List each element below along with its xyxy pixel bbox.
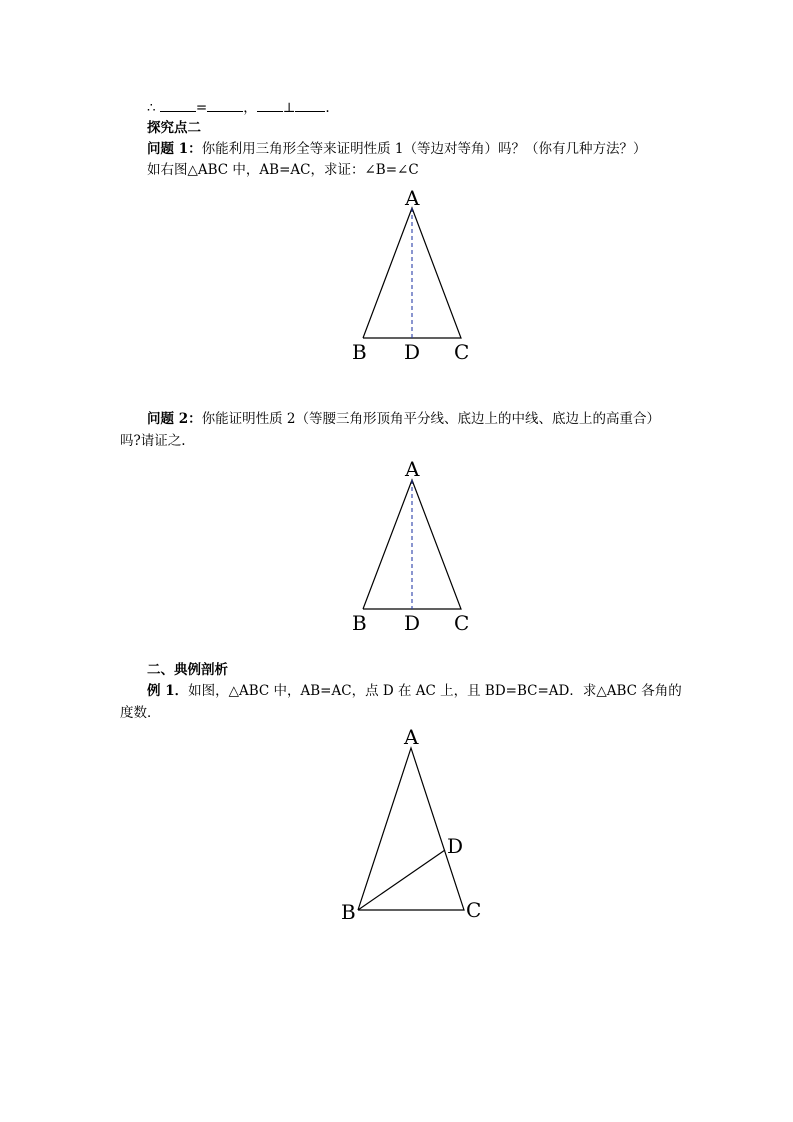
fig1-label-b: B — [352, 340, 367, 364]
perp-sign: ⊥ — [282, 100, 296, 116]
fig1-label-d: D — [404, 340, 421, 364]
figure-2-triangle — [352, 457, 469, 635]
fig2-label-d: D — [404, 611, 421, 635]
equals-sign: = — [195, 100, 208, 116]
example-1-label: 例 1． — [147, 683, 189, 699]
section-two-title: 二、典例剖析 — [147, 662, 228, 678]
fig3-segment-bd — [358, 850, 445, 910]
fig3-label-a: A — [404, 725, 419, 749]
figure-1-triangle — [352, 186, 469, 364]
fig1-label-c: C — [454, 340, 470, 364]
fig3-label-c: C — [466, 898, 482, 922]
example-1-text: 如图，△ABC 中，AB=AC，点 D 在 AC 上，且 BD=BC=AD．求△ABC 各角的 — [188, 683, 682, 699]
fig3-triangle-sides — [358, 748, 464, 910]
question-1-given: 如右图△ABC 中，AB=AC，求证：∠B=∠C — [147, 162, 419, 178]
fig1-label-a: A — [405, 186, 420, 210]
example-1-cont: 度数． — [120, 705, 161, 721]
fig2-label-b: B — [352, 611, 367, 635]
figure-3-triangle — [341, 725, 481, 924]
fig3-label-b: B — [341, 900, 356, 924]
period: . — [325, 100, 330, 116]
question-2-label: 问题 2： — [147, 411, 202, 427]
question-1-label: 问题 1： — [147, 141, 202, 157]
comma: ， — [243, 100, 257, 116]
fig2-label-c: C — [454, 611, 470, 635]
fig3-label-d: D — [447, 834, 464, 858]
therefore-sign: ∴ — [147, 100, 156, 116]
question-2-text: 你能证明性质 2（等腰三角形顶角平分线、底边上的中线、底边上的高重合） — [201, 411, 660, 427]
explore-point-heading: 探究点二 — [147, 120, 201, 136]
question-1-text: 你能利用三角形全等来证明性质 1（等边对等角）吗？（你有几种方法？） — [201, 141, 647, 157]
fig2-label-a: A — [405, 457, 420, 481]
question-2-cont: 吗?请证之. — [120, 433, 186, 449]
